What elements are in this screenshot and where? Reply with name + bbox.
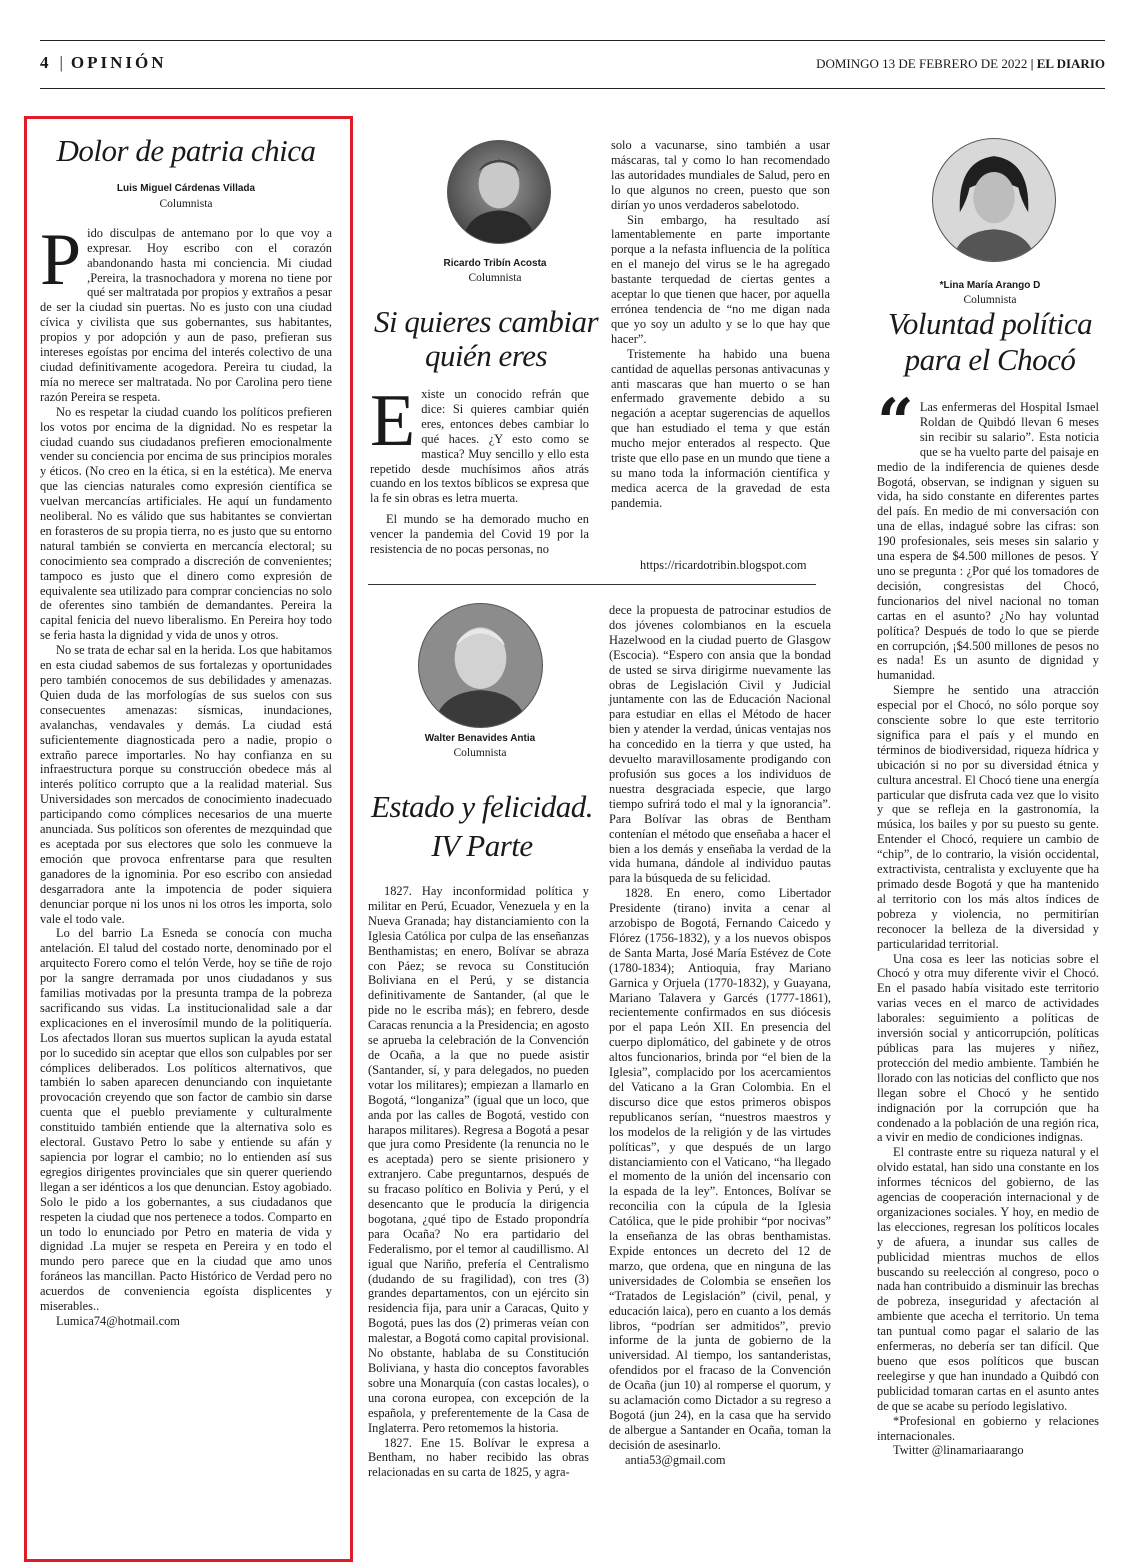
article-estado-col2 bbox=[609, 603, 831, 1468]
portrait-icon bbox=[933, 139, 1055, 261]
header-separator: | bbox=[59, 53, 63, 72]
article-paragraph: El contraste entre su riqueza natural y el olvido estatal, han sido una constante en los informes técnicos del gobierno, de las agencias de cooperación internacional y de organizaciones sociales. Y hoy, en medio de las elecciones, regresan los políticos locales y de afuera, a inundar sus calles de publicidad mientras muchos de ellos buscando su reelección al congreso, poco o nada han contribuido a disminuir las brechas de pobreza, inseguridad y afectación al ambiente que acecha el territorio. Un tema tan puntual como pagar el salario de las enfermeras, no debería ser tan difícil. Que bueno que esos políticos que buscan reelegirse y que han inundado a Quibdó con publicidad tomaran cartas en el asunto antes de que se acabe su período legislativo. bbox=[877, 1145, 1099, 1413]
article-title: Si quieres cambiar quién eres bbox=[373, 304, 599, 373]
article-cambiar-col2 bbox=[611, 138, 830, 511]
article-title-line2: para el Chocó bbox=[904, 342, 1076, 377]
author-name: Ricardo Tribín Acosta bbox=[443, 258, 547, 269]
header-bottom-rule bbox=[40, 88, 1105, 89]
portrait-icon bbox=[448, 141, 550, 243]
author-note: *Profesional en gobierno y relaciones internacionales. bbox=[877, 1413, 1099, 1443]
article-paragraph: Tristemente ha habido una buena cantidad de aquellas personas antivacunas y anti mascaras que han muerto o se han enfermado gravemente debido a su negación a aceptar sugerencias de aquellos que han estudiado el tema y que están mucho mejor enterados al respecto. Que triste que ello pase en un mundo que tiene a su mano toda la información científica y medica acerca de la gravedad de esta pandemia. bbox=[611, 346, 830, 510]
page-number: 4 bbox=[40, 53, 52, 72]
author-email: antia53@gmail.com bbox=[625, 1452, 726, 1467]
section-header bbox=[40, 53, 167, 73]
article-dolor-de-patria bbox=[40, 134, 332, 1329]
blog-url[interactable]: https://ricardotribin.blogspot.com bbox=[640, 558, 807, 572]
issue-date: DOMINGO 13 DE FEBRERO DE 2022 bbox=[816, 56, 1028, 71]
article-paragraph: Una cosa es leer las noticias sobre el Chocó y otra muy diferente vivir el Chocó. En el pasado había visitado este territorio varias veces en el marco de actividades laborales: seguimiento a políticas de inversión social y anticorrupción, políticas públicas para las mujeres y niñez, protección del medio ambiente. También he llorado con las noticias del conflicto que nos llegan sobre el Chocó y he sentido indignación por la corrupción que ha condenado a la población de una región rica, a vivir en medio de condiciones indignas. bbox=[877, 951, 1099, 1145]
article-paragraph: 1827. Ene 15. Bolívar le expresa a Bentham, no haber recibido las obras relacionadas en su carta de 1825, y agra- bbox=[368, 1435, 589, 1480]
article-title: Dolor de patria chica bbox=[56, 133, 316, 168]
article-paragraph: Siempre he sentido una atracción especial por el Chocó, no sólo porque soy consciente sobre lo que este territorio significa para el país y el mundo en términos de biodiversidad, riqueza hídrica y ubicación si no por su diversidad étnica y cultura ancestral. El Chocó tiene una energía particular que disfruta cada vez que lo visito y que se refleja en la gastronomía, la música, los bailes y por su puesto su gente. Entender el Chocó, requiere un cambio de “chip”, de lo contrario, la visión occidental, extractivista, centralista y excluyente que ha primado desde Bogotá y que ha mantenido al territorio con los más altos índices de pobreza y violencia, no permitirían reconocer la belleza de la diversidad y particularidad territorial. bbox=[877, 683, 1099, 951]
author-role: Columnista bbox=[159, 197, 213, 210]
article-paragraph: Pido disculpas de antemano por lo que voy a expresar. Hoy escribo con el corazón abandonando hasta mi conciencia. Mi ciudad ,Pereira, la trasnochadora y morena no tiene por qué ser maltratada por propios y extraños a pesar de ser la ciudad sin puertas. No es justo con una ciudad cívica y civilista que sus gobernantes, sus habitantes, propios y por adopción y aun de paso, prefieran sus intereses egoístas por encima del interés colectivo de una ciudad definitivamente acogedora. Pereira tu ciudad, la mía no merece ser maltratada. No por Carolina pero tiene razón Pereira se respeta. bbox=[40, 218, 332, 404]
article-title-line1: Estado y felicidad. bbox=[370, 789, 594, 824]
article-paragraph: “ Las enfermeras del Hospital Ismael Roldan de Quibdó llevan 6 meses sin recibir su salario”. Esta noticia que se ha vuelto parte del paisaje en medio de la indiferencia de quienes desde Bogotá, observan, se indignan y siguen su vida, ha sido constante en diferentes partes del país. En medio de mi conversación con una de ellas, indagué sobre las cifras: son 190 profesionales, seis meses sin salario y una espera de $4.500 millones de pesos. Y uno se pregunta : ¿Por qué los tomadores de decisión, congresistas del Chocó, funcionarios del nivel nacional no toman cartas en el asunto? ¿No hay voluntad política? Después de todo lo que se pierde en corrupción, ¡$4.500 millones de pesos no es nada! Es un asunto de dignidad y humanidad. bbox=[877, 385, 1099, 683]
article-paragraph: Existe un conocido refrán que dice: Si quieres cambiar quién eres, entonces debes cambiar lo qué haces. ¿Y esto como se mastica? Muy sencillo y ello esta repetido desde muchísimos años atrás cuando en los textos bíblicos se expresa que la fe sin obras es letra muerta. bbox=[370, 380, 589, 506]
article-divider bbox=[368, 584, 816, 585]
article-cambiar-col1 bbox=[370, 380, 589, 557]
article-title-line2: IV Parte bbox=[431, 828, 533, 863]
drop-cap: E bbox=[370, 380, 416, 462]
article-paragraph: 1827. Hay inconformidad política y militar en Perú, Ecuador, Venezuela y en la Nueva Granada; hay distanciamiento con la Iglesia Católica por culpa de las enseñanzas Benthamistas; en enero, Bolívar se abraza con Páez; se revoca su Constitución Boliviana en el Perú, y se distancia definitivamente de Santander, (al que le pide no le escriba más); en febrero, desde Caracas renuncia a la Presidencia; en agosto se aprueba la celebración de la Convención de Ocaña, a la que no puede asistir (Santander, sí, y para delegados, no pueden votar los militares); empiezan a llamarlo en Bogotá, “longaniza” (igual que un loco, que anda por las calles de Bogotá, vestido con harapos militares). Regresa a Bogotá a pesar que jura como Presidente (la renuncia no le es aceptada) pero se siente prisionero y extranjero. Cabe preguntarnos, después de su fracaso político en Bolivia y Perú, y el desencanto que le producía la dirigencia bogotana, ¿qué tipo de Estado propondría para Ocaña? No era partidario del Federalismo, por el temor al caudillismo. Al igual que Nariño, prefería el Centralismo (dudando de su fragilidad), con tres (3) grandes departamentos, con un ejército sin residencia fija, para unir a Caracas, Quito y Bogotá, pues las dos (2) primeras veían con malestar, a Bogotá como capital provisional. No obstante, hablaba de su Constitución Boliviana, y hasta dio conceptos favorables sobre una Monarquía (con castas locales), o una corona europea, con excepción de la española, y preferentemente de la Casa de Inglaterra. Pero retomemos la historia. bbox=[368, 884, 589, 1435]
date-line bbox=[816, 56, 1105, 72]
author-role: Columnista bbox=[453, 747, 507, 759]
article-estado-col1 bbox=[368, 884, 589, 1480]
newspaper-name: EL DIARIO bbox=[1036, 56, 1105, 71]
article-choco bbox=[877, 385, 1099, 1458]
article-paragraph: dece la propuesta de patrocinar estudios de dos jóvenes colombianos en la escuela Hazelwood en la ciudad puerto de Glasgow (Escocia). “Espero con ansia que la bondad de usted se sirva dirigirme nuevamente las obras de Legislación Civil y Judicial juntamente con las de Educación Nacional para estudiar en ellas el Método de hacer bien y atender la verdad, únicas ventajas nos ha concedido en la tierra y que usted, ha devuelto maravillosamente prodigando con profusión sus goces a los individuos de nuestra desgraciada especie, que largo tiempo sufrirá todo el mal y la ignorancia”. Para Bolívar las obras de Bentham contenían el método que enseñaba a hacer el bien a los demás y enseñaba la verdad de la vida humana, dándole al individuo pautas para la búsqueda de su felicidad. bbox=[609, 603, 831, 886]
author-photo-ricardo bbox=[447, 140, 551, 244]
author-email: Lumica74@hotmail.com bbox=[56, 1313, 180, 1328]
author-photo-walter bbox=[418, 603, 543, 728]
author-name: Luis Miguel Cárdenas Villada bbox=[116, 183, 256, 194]
author-role: Columnista bbox=[468, 272, 522, 284]
author-twitter[interactable]: Twitter @linamariaarango bbox=[893, 1443, 1024, 1458]
article-title-line1: Voluntad política bbox=[887, 306, 1093, 341]
author-name: *Lina María Arango D bbox=[939, 280, 1041, 291]
drop-cap: P bbox=[40, 218, 82, 301]
header-top-rule bbox=[40, 40, 1105, 41]
portrait-icon bbox=[419, 604, 542, 727]
author-photo-lina bbox=[932, 138, 1056, 262]
quote-mark-icon: “ bbox=[877, 385, 914, 460]
article-paragraph: Lo del barrio La Esneda se conocía con mucha antelación. El talud del costado norte, denominado por el arquitecto Forero como el telón Verde, hoy se tiñe de rojo por la sangre derramada por unos ciudadanos y sus familias motivadas por la presunta trampa de la pobreza sacrificando sus vidas. La institucionalidad sale a dar explicaciones en el inverosímil mundo de la politiquería. Los afectados lloran sus muertos suplican la ayuda estatal por lo sucedido sin aceptar que ellos son culpables por ser cómplices deliberados. Los políticos alternativos, que también lo saben aparecen denunciando con inquietante provocación creyendo que son factor de cambio sin darse cuenta que el pueblo previamente y culturalmente constituido también entiende que la alternativa solo es electoral. Gustavo Petro lo sabe y entiende su afán y sapiencia por lograr el cambio; no lo entienden así sus egregios dirigentes provinciales que sin querer queriendo llegan a ser idénticos a los que denuncian. Estoy agobiado. Solo le pido a los gobernantes, a sus ciudadanos que respeten la ciudad que nos pertenece a todos. Comparto en un todo lo enunciado por Petro en materia de vida y dignidad .La mujer se respeta en Pereira y en todo el mundo pero parece que en la ciudad que amo unos foráneos las mancillan. Pacto Histórico de Verdad pero no acuerdos de conveniencia egoísta displicentes y miserables.. bbox=[40, 926, 332, 1314]
article-paragraph: No se trata de echar sal en la herida. Los que habitamos en esta ciudad sabemos de sus fortalezas y oportunidades pero también conocemos de sus debilidades y amenazas. Quien duda de las morfologías de sus suelos con sus consecuentes amenazas: sísmicas, inundaciones, avalanchas, vendavales y demás. La ciudad está suficientemente diagnosticada pero a nadie, propio o extraño parece importarles. No hay confianza en su infraestructura porque su construcción obedece más al interés político corrupto que a la realidad material. Sus Universidades son mercados de conocimiento inadecuado participando como cómplices necesarios de una muerte anunciada. Sus políticos son oferentes de mezquindad que es aceptada por sus electores que solo les conmueve la emoción que provoca enfrentarse para que resulten ganadores de la ignominia. Por eso escribo con ansiedad desgarradora ante la impotencia de poder siquiera denunciar porque ni los unos ni los otros les importa, solo vale el todo vale. bbox=[40, 643, 332, 926]
author-role: Columnista bbox=[963, 294, 1017, 306]
article-paragraph: No es respetar la ciudad cuando los políticos prefieren los votos por encima de la dignidad. No es respetar la ciudad cuando sus ciudadanos prefieren emocionalmente vender su conciencia por encima de sus principios morales y éticos. (No creo en la ética, si en la estética). Me enerva que las ciencias naturales como expresión científica se vuelvan mercancías artificiales. He aquí un fundamento neoliberal. No es válido que sus habitantes se conviertan en forasteros de su propia tierra, no es justo que su entorno natural también se convierta en mercancía electoral; su conocimiento sea comprado a discreción de convenientes; tampoco es justo que el dinero como expresión de equivalente sea utilizado para comprar conciencias no solo de oferentes sino también de demandantes. Pereira la capital fenicia del nuevo liberalismo. En Pereira hoy todo se feria hasta la dignidad y vida de unos y otros. bbox=[40, 404, 332, 643]
article-paragraph: solo a vacunarse, sino también a usar máscaras, tal y como lo han recomendado las autoridades mundiales de Salud, pero en lo que algunos no creen, puesto que son dirían yo unos verdaderos sabelotodo. bbox=[611, 138, 830, 212]
author-name: Walter Benavides Antia bbox=[424, 733, 536, 744]
article-paragraph: Sin embargo, ha resultado así lamentablemente en parte importante porque a la nefasta influencia de la política en el manejo del virus se le ha agregado bastante terquedad de ciertas gentes a aceptar lo que tienen que hacer, por aquella errónea tendencia de “no me digan nada que yo soy un adulto y se lo que hay que hacer”. bbox=[611, 212, 830, 346]
date-separator: | bbox=[1030, 56, 1034, 71]
section-name: OPINIÓN bbox=[70, 53, 167, 72]
article-paragraph: El mundo se ha demorado mucho en vencer la pandemia del Covid 19 por la resistencia de no pocas personas, no bbox=[370, 512, 589, 557]
article-paragraph: 1828. En enero, como Libertador Presidente (tirano) invita a cenar al arzobispo de Bogotá, Fernando Caicedo y Flórez (1756-1832), y a los nuevos obispos de Santa Marta, José María Estévez de Cote (1780-1834); Antioquia, fray Mariano Garnica y Orjuela (1770-1832), y Guayana, Mariano Talavera y Garcés (1777-1861), recientemente confirmados en sus diócesis por el papa León XII. En presencia del cuerpo diplomático, del gabinete y de otros altos funcionarios, brinda por “el bien de la Iglesia”, complacido por los acercamientos del Vaticano a la Gran Colombia. En el discurso dice que estos primeros obispos republicanos serían, “nuestros maestros y los modelos de la religión y de las virtudes políticas”, y que después de un largo distanciamiento con el Vaticano, “ha llegado el momento de la unión del incensario con la espada de la ley”. Entonces, Bolívar se reconcilia con la cúpula de la Iglesia Católica, que le pide prohibir “por nocivas” la enseñanza de las obras benthamistas. Expide entonces un decreto del 12 de marzo, que ordena, que en ninguna de las universidades de Colombia se enseñen los “Tratados de Legislación” (civil, penal, y educación laica), pero en cuanto a los demás libros, “podrían ser admitidos”, previo informe de la junta de gobierno de la universidad. Al tiempo, los santanderistas, ofendidos por el fracaso de la Convención de Ocaña (jun 10) al romperse el quorum, y su aclamación como Dictador a su regreso a Bogotá (jun 24), en la casa que ha servido de albergue a Santander en Ocaña, toman la decisión de asesinarlo. bbox=[609, 886, 831, 1452]
